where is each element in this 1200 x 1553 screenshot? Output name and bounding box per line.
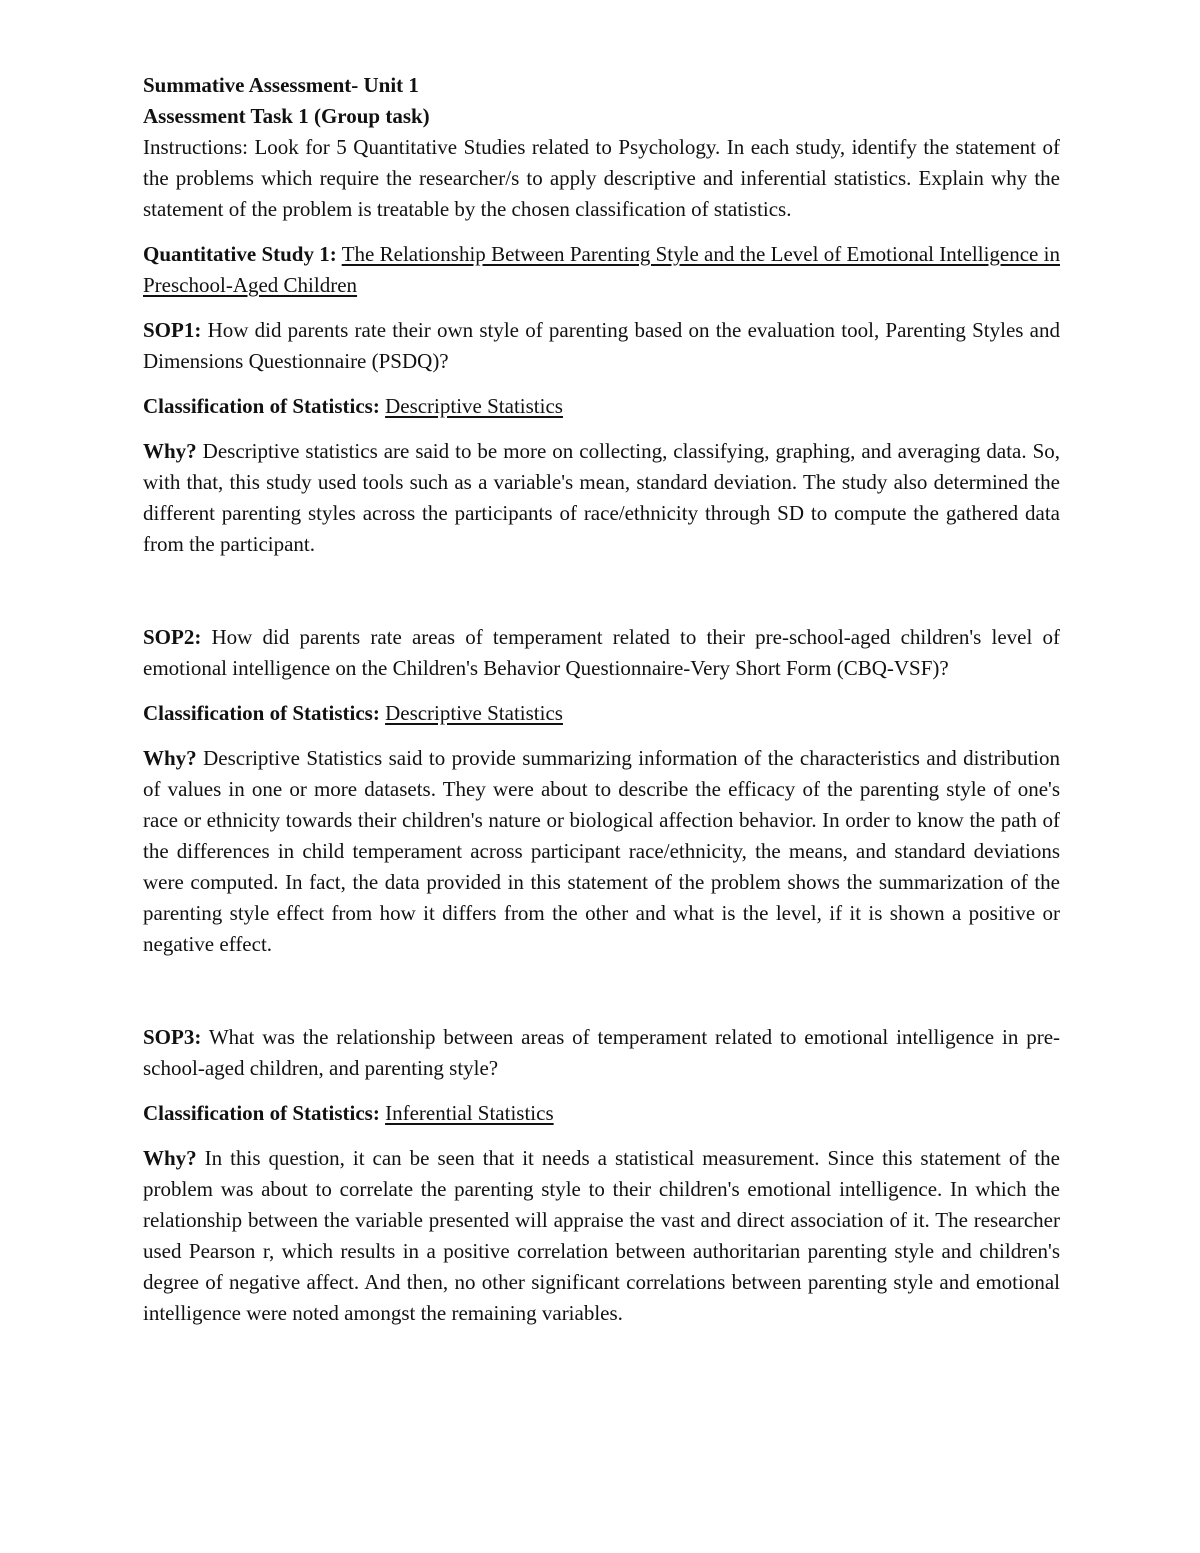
- document-title: Summative Assessment- Unit 1: [143, 73, 419, 97]
- sop2-why-text: Descriptive Statistics said to provide summarizing information of the characteristics and distribution of values in one or more datasets. They were about to describe the efficacy of the parenting style of one's race or ethnicity towards their children's nature or biological affection behavior. In order to know the path of the differences in child temperament across participant race/ethnicity, the means, and standard deviations were computed. In fact, the data provided in this statement of the problem shows the summarization of the parenting style effect from how it differs from the other and what is the level, if it is shown a positive or negative effect.: [143, 746, 1061, 956]
- classification-label: Classification of Statistics:: [143, 1101, 380, 1125]
- sop2-classification: [143, 698, 1060, 729]
- sop3-why-text: In this question, it can be seen that it needs a statistical measurement. Since this statement of the problem was about to correlate the parenting style to their children's emotional intelligence. In which the relationship between the variable presented will appraise the vast and direct association of it. The researcher used Pearson r, which results in a positive correlation between authoritarian parenting style and children's degree of negative affect. And then, no other significant correlations between parenting style and emotional intelligence were noted amongst the remaining variables.: [143, 1146, 1060, 1325]
- sop1-text: How did parents rate their own style of parenting based on the evaluation tool, Parenting Styles and Dimensions Questionnaire (PSDQ)?: [143, 318, 1061, 373]
- sop2-question: [143, 622, 1060, 684]
- classification-label: Classification of Statistics:: [143, 394, 380, 418]
- classification-label: Classification of Statistics:: [143, 701, 380, 725]
- document-page: [143, 70, 1060, 1329]
- sop1-classification: [143, 391, 1060, 422]
- sop2-text: How did parents rate areas of temperament related to their pre-school-aged children's level of emotional intelligence on the Children's Behavior Questionnaire-Very Short Form (CBQ-VSF)?: [143, 625, 1060, 680]
- sop1-question: [143, 315, 1060, 377]
- sop3-classification-value: Inferential Statistics: [385, 1101, 554, 1125]
- study-title: The Relationship Between Parenting Style and the Level of Emotional Intelligence in Preschool-Aged Children: [143, 242, 1061, 297]
- study-label: Quantitative Study 1:: [143, 242, 337, 266]
- why-label: Why?: [143, 1146, 197, 1170]
- sop3-label: SOP3:: [143, 1025, 202, 1049]
- sop3-why: [143, 1143, 1060, 1329]
- sop1-label: SOP1:: [143, 318, 202, 342]
- instructions: Instructions: Look for 5 Quantitative Studies related to Psychology. In each study, identify the statement of the problems which require the researcher/s to apply descriptive and inferential statistics. Explain why the statement of the problem is treatable by the chosen classification of statistics.: [143, 135, 1060, 221]
- why-label: Why?: [143, 439, 197, 463]
- sop3-text: What was the relationship between areas of temperament related to emotional intelligence in pre-school-aged children, and parenting style?: [143, 1025, 1061, 1080]
- study-heading: [143, 239, 1060, 301]
- sop3-classification: [143, 1098, 1060, 1129]
- assessment-task: Assessment Task 1 (Group task): [143, 104, 430, 128]
- sop1-why-text: Descriptive statistics are said to be more on collecting, classifying, graphing, and averaging data. So, with that, this study used tools such as a variable's mean, standard deviation. The study also determined the different parenting styles across the participants of race/ethnicity through SD to compute the gathered data from the participant.: [143, 439, 1061, 556]
- sop2-label: SOP2:: [143, 625, 202, 649]
- sop1-classification-value: Descriptive Statistics: [385, 394, 563, 418]
- sop3-question: [143, 1022, 1060, 1084]
- sop2-why: [143, 743, 1060, 960]
- sop1-why: [143, 436, 1060, 560]
- sop2-classification-value: Descriptive Statistics: [385, 701, 563, 725]
- why-label: Why?: [143, 746, 197, 770]
